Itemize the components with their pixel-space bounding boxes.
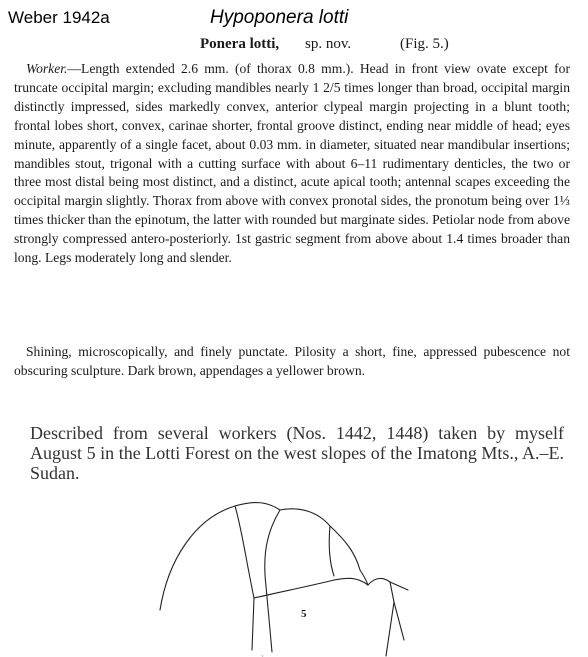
page-header [8, 6, 578, 32]
worker-description [14, 60, 570, 268]
reference-citation: Weber 1942a [8, 8, 110, 27]
suture-2 [265, 510, 280, 586]
species-status: sp. nov. [305, 36, 352, 52]
figure-label: 5 [301, 608, 307, 620]
head-outline [160, 503, 280, 610]
description-text: —Length extended 2.6 mm. (of thorax 0.8 mm.). Head in front view ovate except for truncate occipital margin; excluding mandibles nearly 1 2/5 times longer than broad, occipital margin distinctly impressed, sides markedly convex, anterior clypeal margin projecting in a blunt tooth; frontal lobes short, convex, carinae shorter, frontal groove distinct, ending near middle of head; eyes minute, apparently of a single facet, about 0.03 mm. in diameter, situated near mandibular insertions; mandibles stout, trigonal with a cutting surface with about 6–11 rudimentary denticles, the two or three most distal being most distinct, and a distinct, acute apical tooth; antennal scapes exceeding the occipital margin slightly. Thorax from above with convex pronotal sides, the pronotum being over 1⅓ times thicker than the epinotum, the latter with rounded but marginate sides. Petiolar node from above strongly compressed antero-posteriorly. 1st gastric segment from above about 1.4 times broader than long. Legs moderately long and slender. [14, 61, 570, 266]
leg-4 [394, 602, 404, 640]
caste-lead: Worker. [26, 61, 68, 76]
leg-3 [386, 602, 394, 656]
figure-reference: (Fig. 5.) [400, 36, 449, 52]
pronotum-outline [280, 509, 360, 570]
type-material-paragraph: Described from several workers (Nos. 1442, 1448) taken by myself August 5 in the Lotti Forest on the west slopes of the Imatong Mts., A.–E. Sudan. [30, 423, 564, 483]
lower-edge [254, 578, 368, 598]
suture-3 [329, 526, 334, 576]
coloration-paragraph: Shining, microscopically, and finely punctate. Pilosity a short, fine, appressed pubescence not obscuring sculpture. Dark brown, appendages a yellower brown. [14, 344, 570, 378]
leg-1 [252, 598, 254, 650]
suture-1 [235, 506, 254, 598]
gaster-stub [390, 582, 408, 590]
leg-2 [266, 586, 272, 652]
ant-figure-drawing [150, 490, 410, 657]
species-name: Ponera lotti, [200, 36, 280, 52]
taxon-name: Hypoponera lotti [210, 7, 349, 28]
